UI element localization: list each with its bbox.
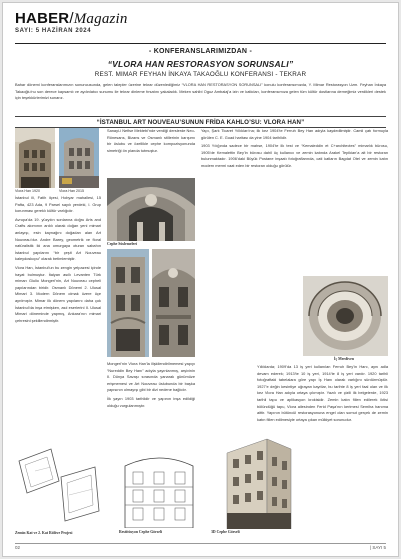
column-1	[15, 195, 101, 326]
col2-paragraph: Mongeri’nin Vlora Han’la ilişkilendirilmemesi yapıyı “Nureddin Bey Hanı” adıyla yayınlanmış, arşivinin II. Dünya Savaşı sırasında yanarak günümüze erişmemesi ve Art Nouveau üslubunda bir başka yapısının olmayışı gibi bir dizi nedene bağlıdır.	[107, 361, 195, 393]
intro-paragraph	[15, 82, 386, 102]
photo-facade-detail-right	[152, 249, 195, 357]
topic-title: “İSTANBUL ART NOUVEAU’SUNUN FRİDA KAHLO’SU: VLORA HAN”	[15, 116, 386, 128]
masthead	[15, 11, 128, 34]
section-label: - KONFERANSLARIMIZDAN -	[148, 48, 253, 55]
photo-facade-detail-left	[107, 249, 149, 357]
magazine-page	[2, 2, 399, 557]
article-subhead: REST. MIMAR FEYHAN İNKAYA TAKAOĞLU KONFERANSI - TEKRAR	[94, 71, 307, 78]
caption-photo-2015: Vlora Han 2015	[59, 189, 84, 193]
col1-paragraph: Vlora Han, İstanbul’un bu zengin yelpazesi içinde hayat bulmuştur. İtalyan asıllı Levanten Türk mimarı Giulio Mongeri’nin, Art Nouveau cepheli yapılarından biridir. Osmanlı Dönemi 2. Ulusal Mimari 3. Modern Dönem olmak üzere üçe ayrılmıştır. Mimar ilk dönem yapılarını daha çok İstanbul’da inşa etmişken, asıl eserlerini II. Ulusal Mimari döneminde yapmış, Ankara’nın mimari çehresini şekillendirmiştir.	[15, 264, 101, 323]
issue-footer: | SAYI 5	[369, 545, 386, 550]
masthead-title-main: HABER	[15, 10, 70, 27]
intro-text: Bahar dönemi konferanslarımızın sonuncusunda, gelen talepler üzerine tekrar düzenlediğimiz “VLORA HAN RESTORASYON SORUNSALI” konulu konferansımızda, Y. Mimar Restorasyon Uzm. Feyhan İnkaya Takaoğlu’nu son derece kapsamlı ve aydınlatıcı sunumu ile tekrar dinleme fırsatını yakaladık. Meken sahibi Oguz Ambalaj’a izin ve katkıları, konferansımıza gelen tüm kültür dostlarına derneğimiz verdikleri destek için teşekkürlerimizi sunarız.	[15, 82, 386, 101]
photo-vlora-han-1920	[15, 128, 55, 188]
masthead-subtitle: Magazin	[73, 11, 128, 27]
caption-facade: Cephe Süslemeleri	[107, 242, 138, 246]
col1-paragraph: İstanbul ili, Fatih ilçesi, Hobyar mahallesi, 15 Pafta, 423 Ada, 9 Parsel sayılı yerdeki, I. Grup korunması gereklı kültür varlığıdır.	[15, 195, 101, 214]
photo-interior-staircase	[303, 276, 388, 356]
column-3-bottom	[257, 364, 388, 425]
footer-divider	[15, 543, 386, 544]
col1-paragraph: Avrupa’da 19. yüzyılın sonlarına doğru Arts and Crafts akımının ardılı olarak doğan yeni mimari anlayışı, esin kaynağını doğadan alan Art Nouveau’dur. Andre Barey, geometrik ve floral natüralistik iki ana omurgaya oturan sabahın İstanbul yapılarını “bir çeşit Art Nouveau kaleydoskopu” olarak betimlemiştir.	[15, 216, 101, 262]
column-2-bottom	[107, 361, 195, 411]
caption-staircase: İç Merdiven	[334, 357, 354, 361]
drawing-floor-plan	[15, 441, 101, 529]
column-2-top	[107, 128, 195, 156]
render-3d-facade	[207, 433, 302, 529]
masthead-title	[15, 11, 128, 27]
masthead-separator: /	[69, 10, 74, 27]
page-number: 02	[15, 545, 21, 550]
col2-paragraph: Sanayi-i Nefise Mektebi’nde verdiği derslerde Neo-Rönesans, Bizans ve Osmanlı stillerinin karışımı bir üslubu ve özellikle cephe kompozisyonunda simetriği ön planda tutmuştur.	[107, 128, 195, 153]
photo-vlora-han-2015	[59, 128, 99, 188]
drawing-restitution-elevation	[119, 448, 199, 528]
issue-line: SAYI: 5 HAZİRAN 2024	[15, 28, 92, 34]
caption-render: 3D Cephe Görseli	[211, 530, 240, 534]
col3-paragraph: Yıllıklarda; 1909’da 13 iş yeri kullanılan Ferruh Bey’in Hanı, aynı adla devam ederek; 1913’te 10 iş yeri, 1914’te 8 iş yeri vardır. 1920 tarihli fotoğraftaki tabelalara göre yapı İş Hanı olarak varlığını sürdürmüştür. 1927’e değin kesintiye uğrayan kayıtlar, bu tarihte 8 iş yeri faal olan ve ilk kez Vlora Han adıyla ortaya çıkmıştır. Yazılı ve çizili ilk belgelerde, 1923 tarihli tapu ve aplikasyon krokisidir. Zemin katın fiilen edilerek iktisi bölündüğü tapu, Vlora ailesinden Ferid Paşa’nın kerimesi Semiha hanıma aittir. Yapının bütüncül restorasyonuna engel olan somut gerçek de zemin katın fiilen edilmesiyle ortaya çıkan mülkiyet sorunudur.	[257, 364, 388, 422]
article-headline: “VLORA HAN RESTORASYON SORUNSALI”	[107, 59, 294, 69]
column-3-top	[201, 128, 388, 172]
masthead-divider	[15, 43, 386, 44]
col2-paragraph: İlk yayın 1903 tarihlidir ve yapının inşa edildiği olduğu vurgulanmıştır.	[107, 395, 195, 408]
photo-facade-ornament	[107, 178, 195, 241]
caption-photo-1920: Vlora Han 1920	[15, 189, 40, 193]
caption-elevation: Restitüsyon Cephe Görseli	[119, 530, 163, 534]
col3-paragraph: 1903 Yılığında sadece bir mahse, 1904’te ilk test ve “Kemaleddin et C+architectes” mimarlık bürosu, 1905’de Kemalettin Bey’in bürosu dahil üç kullanıcı ve zemin katında Arakel Tepikian’a ait bir restoran bulunmaktadır. 1906’daki Büyük Postane inşaatı fotoğraflarında, cati katların Bagdat Otel ve zemin katın modern mermi vaat eden bir restoran olduğu görülür.	[201, 143, 388, 168]
caption-floor-plan: Zemin Kat ve 2. Kat Rölöve Projesi	[15, 531, 73, 535]
col3-paragraph: Yapı, Şark Ticaret Yıllıkları’na; ilk kez 1904’te Ferruh Bey Han adıyla kaydedilmiştir. Camii çatı formuyla görülen C. E. Goad haritası da yine 1904 tarihlidir.	[201, 128, 388, 140]
